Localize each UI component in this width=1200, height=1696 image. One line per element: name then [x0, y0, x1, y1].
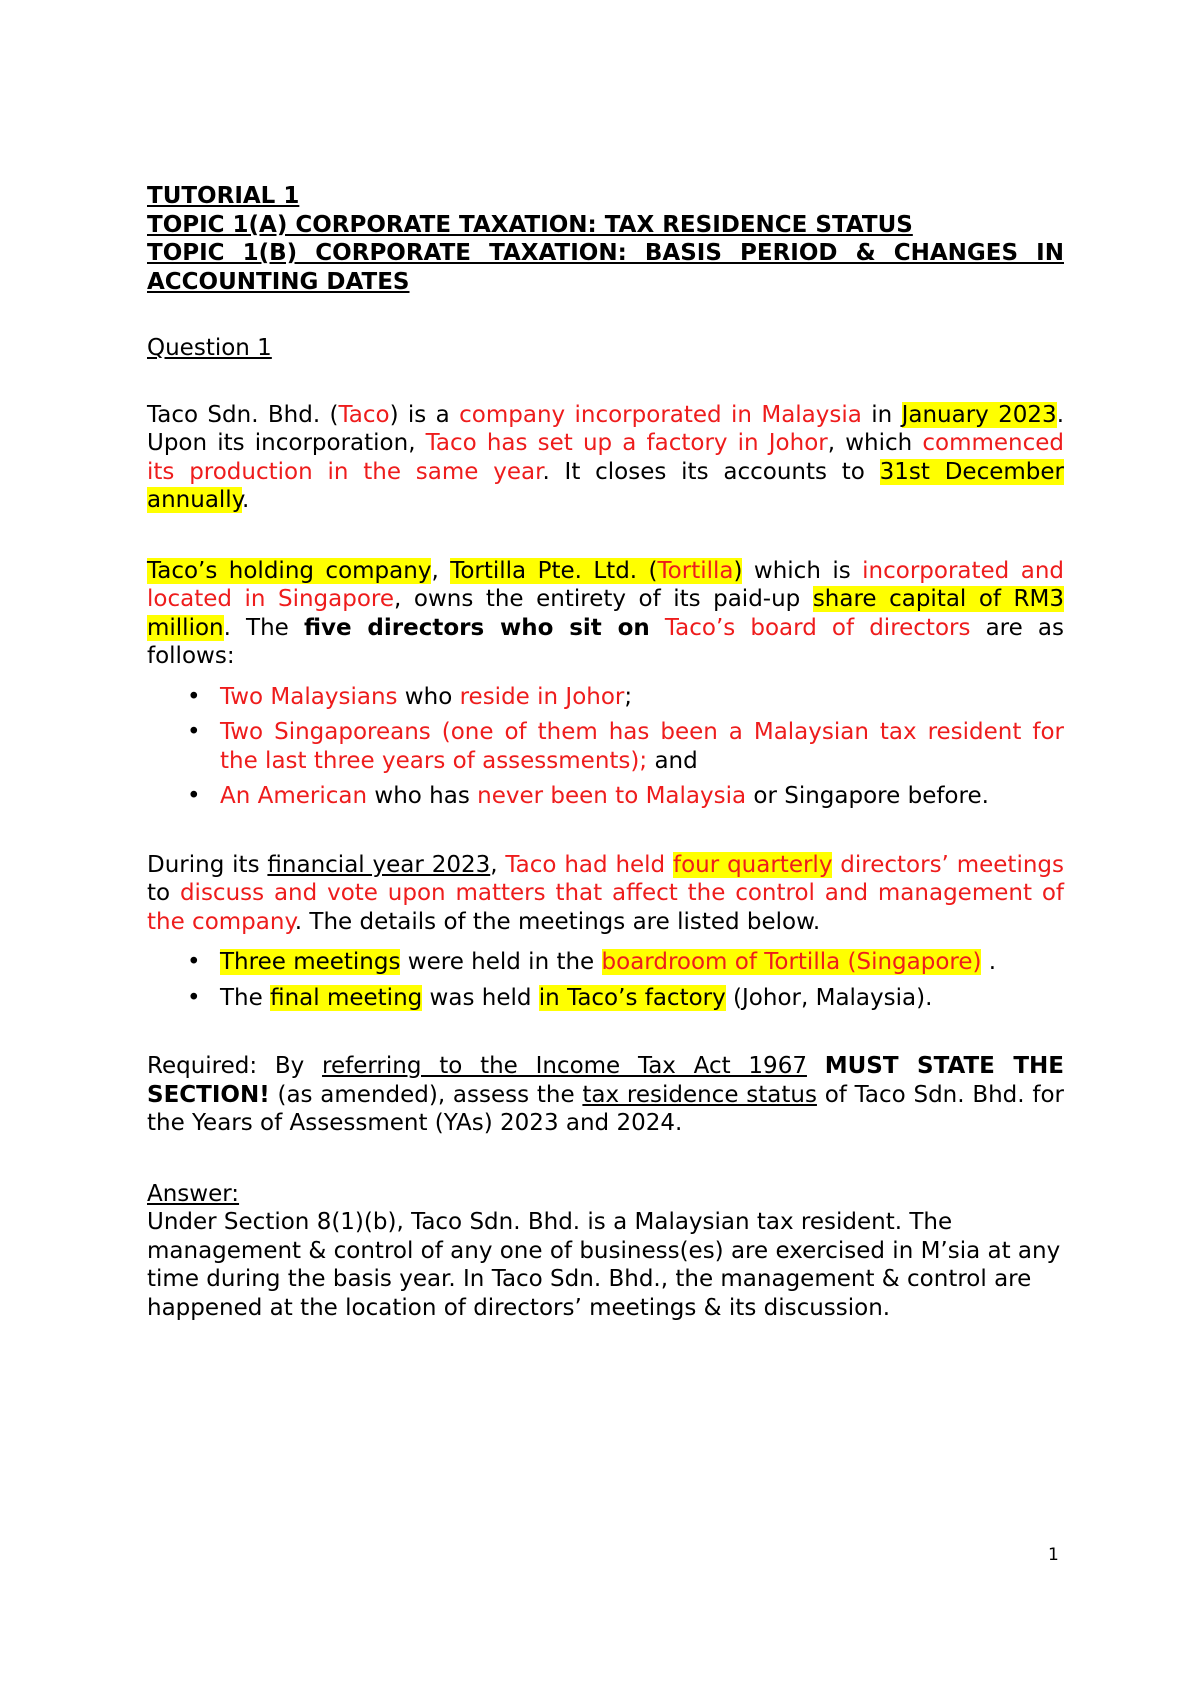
text-run: directors’ meetings [840, 851, 1065, 878]
highlighted-text: Three meetings [220, 949, 401, 975]
text-run: During its [147, 851, 268, 878]
meetings-list [147, 948, 1064, 1012]
text-run: Two Malaysians [220, 683, 398, 710]
answer-text: Under Section 8(1)(b), Taco Sdn. Bhd. is a Malaysian tax resident. The management & control of any one of business(es) are exercised in M’sia at any time during the basis year. In Taco Sdn. Bhd., the management & control are happened at the location of directors’ meetings & its discussion. [147, 1209, 1061, 1321]
text-run: The [220, 984, 271, 1011]
text-run: company incorporated in Malaysia [459, 401, 862, 428]
text-run: reside in Johor [459, 683, 625, 710]
text-run: , owns the entirety of its paid-up [394, 586, 813, 612]
company-paragraph [147, 401, 1064, 515]
text-run: never been to Malaysia [477, 783, 747, 809]
bullet-icon: • [187, 783, 201, 809]
highlighted-text: Taco’s holding company [147, 557, 432, 584]
text-run: . The details of the meetings are listed below. [294, 908, 821, 935]
highlighted-text: in Taco’s factory [538, 984, 726, 1011]
highlighted-text: final meeting [270, 984, 423, 1011]
text-run: Tortilla Pte. Ltd. ( [450, 557, 658, 584]
highlighted-text [450, 558, 742, 584]
text-run: Taco [338, 401, 390, 428]
highlighted-text: 31st December annually [147, 458, 1064, 513]
page-number: 1 [1048, 1545, 1059, 1565]
text-run: An American [220, 783, 368, 809]
list-item [147, 683, 1064, 712]
text-run: are as follows: [147, 614, 1064, 669]
answer-label: Answer: [147, 1180, 240, 1207]
text-run: of Taco Sdn. Bhd. for the Years of Assessment (YAs) 2023 and 2024. [147, 1081, 1064, 1136]
meetings-paragraph [147, 851, 1064, 937]
text-run: was held [422, 984, 539, 1011]
text-run: Taco had held [505, 851, 666, 878]
text-run [650, 615, 665, 641]
heading-block [147, 182, 1064, 296]
document-body [147, 182, 1064, 1322]
bullet-icon: • [187, 719, 201, 745]
underlined-text: tax residence status [582, 1081, 817, 1108]
text-run: who [397, 683, 460, 710]
text-run [665, 852, 673, 878]
text-run [807, 1053, 825, 1079]
text-run: . [981, 949, 997, 975]
text-run: Taco has set up a factory in Johor [425, 430, 828, 456]
text-run: Taco Sdn. Bhd. ( [147, 401, 339, 428]
tutorial-title: TUTORIAL 1 [147, 183, 300, 209]
highlighted-text: boardroom of Tortilla (Singapore) [601, 949, 982, 975]
text-run: . The [223, 614, 304, 641]
bullet-icon: • [187, 949, 201, 975]
text-run: were held in the [400, 949, 602, 975]
holding-company-paragraph [147, 557, 1064, 671]
text-run: which is [742, 557, 863, 584]
bold-text: five directors who sit on [303, 614, 650, 641]
text-run: ; [624, 683, 633, 710]
text-run: ) [733, 557, 743, 584]
text-run: or Singapore before. [746, 783, 989, 809]
highlighted-text: four quarterly [673, 851, 833, 878]
text-run: Two Singaporeans (one of them has been a Malaysian tax resident for the last three years of assessments); [220, 719, 1064, 774]
text-run: (Johor, Malaysia). [725, 984, 933, 1011]
text-run: , which [827, 430, 923, 456]
text-run: Tortilla [657, 557, 734, 584]
text-run: Required: By [147, 1053, 323, 1079]
highlighted-text: January 2023 [901, 401, 1057, 428]
list-item [147, 948, 1064, 977]
underlined-text: referring to the Income Tax Act 1967 [322, 1053, 807, 1079]
text-run: , [431, 557, 451, 584]
text-run: incorporated and located in Singapore [147, 557, 1064, 612]
text-run: Taco’s board of directors [664, 614, 971, 641]
bold-text: MUST STATE THE SECTION! [147, 1053, 1064, 1108]
text-run: , [490, 851, 506, 878]
question-title: Question 1 [147, 335, 272, 361]
list-item [147, 782, 1064, 811]
text-run: commenced its production in the same year [147, 430, 1065, 485]
required-paragraph [147, 1052, 1064, 1138]
topic-1a-heading: TOPIC 1(A) CORPORATE TAXATION: TAX RESIDENCE STATUS [147, 211, 913, 238]
text-run: (as amended), assess the [269, 1081, 583, 1108]
bullet-icon: • [187, 984, 201, 1011]
bullet-icon: • [187, 683, 201, 710]
topic-1b-heading: TOPIC 1(B) CORPORATE TAXATION: BASIS PERIOD & CHANGES IN ACCOUNTING DATES [147, 240, 1064, 295]
underlined-text: financial year 2023 [267, 851, 491, 878]
text-run: who has [367, 783, 478, 809]
list-item [147, 718, 1064, 775]
directors-list [147, 683, 1064, 811]
text-run: ) is a [389, 401, 460, 428]
highlighted-text: share capital of RM3 million [147, 586, 1065, 641]
list-item [147, 984, 1064, 1013]
text-run: . Upon its incorporation, [147, 401, 1064, 456]
text-run: to [147, 880, 180, 906]
text-run: discuss and vote upon matters that affect the control and management of the company [147, 880, 1064, 935]
text-run: . [242, 487, 250, 513]
text-run: in [861, 401, 902, 428]
text-run: . It closes its accounts to [542, 458, 880, 485]
text-run: and [647, 747, 698, 774]
